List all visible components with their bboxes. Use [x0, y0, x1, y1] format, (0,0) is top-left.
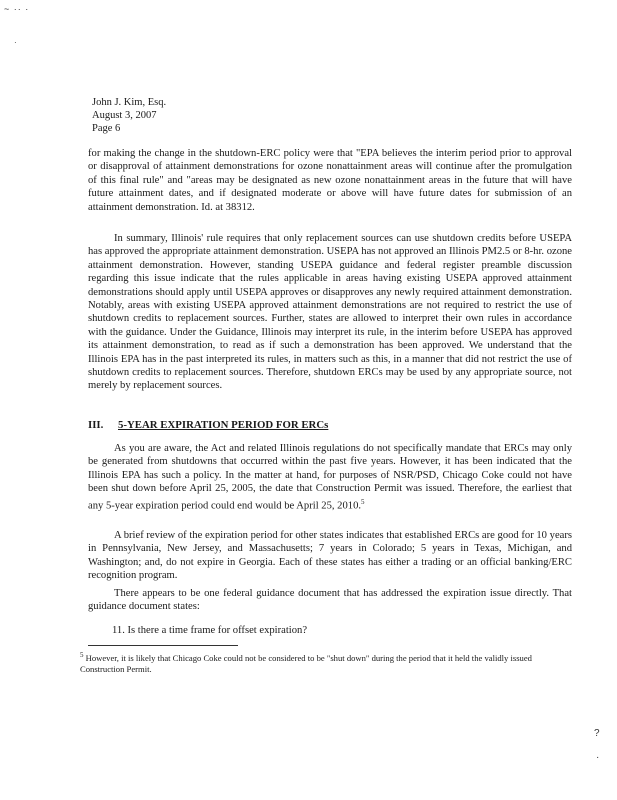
footnote-reference: 5 [361, 497, 365, 506]
paragraph-expiration [88, 442, 572, 513]
paragraph-expiration-text: As you are aware, the Act and related Illinois regulations do not specifically mandate that ERCs may only be generated from shutdowns that occurred within the past five years. However, it has been indicated that the Illinois EPA has such a policy. In the matter at hand, for purposes of NSR/PSD, Chicago Coke could not have been shut down before April 25, 2005, the date that Construction Permit was issued. Therefore, the earliest that any 5-year expiration period could end would be April 25, 2010. [88, 443, 572, 512]
paragraph-other-states: A brief review of the expiration period for other states indicates that established ERCs are good for 10 years in Pennsylvania, New Jersey, and Massachusetts; 7 years in Colorado; 5 years in Texas, Michigan, and Washington; and, do not expire in Georgia. Each of these states has either a trading or an official banking/ERC recognition program. [88, 530, 572, 582]
footnote-divider [88, 645, 238, 646]
letter-header [92, 96, 166, 135]
recipient-name: John J. Kim, Esq. [92, 97, 167, 108]
guidance-question: 11. Is there a time frame for offset expiration? [112, 625, 308, 636]
section-title: 5-YEAR EXPIRATION PERIOD FOR ERCs [118, 419, 329, 431]
page-number: Page 6 [92, 123, 121, 134]
section-number: III. [88, 419, 104, 431]
scan-mark-right-1: ? [594, 728, 600, 739]
paragraph-federal-guidance: There appears to be one federal guidance document that has addressed the expiration issue directly. That guidance document states: [88, 588, 572, 613]
scan-mark-top-left: ~ ·· · [4, 4, 30, 14]
paragraph-summary: In summary, Illinois' rule requires that only replacement sources can use shutdown credits before USEPA has approved the appropriate attainment demonstration. USEPA has not approved an Illinois PM2.5 or 8-hr. ozone attainment demonstration. However, standing USEPA guidance and federal register preamble discussion regarding this issue indicate that the rules applicable in areas having existing USEPA approved attainment demonstrations should apply until USEPA approves or disapproves any newly required attainment demonstration. Notably, areas with existing USEPA approved attainment demonstrations are not required to restrict the use of shutdown credits to replacement sources. Further, states are allowed to interpret their own rules in accordance with the guidance. Under the Guidance, Illinois may interpret its rule, in the interim before USEPA has approved its attainment demonstration, to read as if such a demonstration has been approved. We understand that the Illinois EPA has in the past interpreted its rules, in matters such as this, in a manner that did not restrict the use of shutdown credits to replacement sources. Therefore, shutdown ERCs may be used by any appropriate source, not merely by replacement sources. [88, 233, 572, 392]
letter-date: August 3, 2007 [92, 110, 157, 121]
footnote-text: However, it is likely that Chicago Coke could not be considered to be "shut down" during the period that it held the validly issued Construction Permit. [80, 652, 532, 675]
paragraph-continuation: for making the change in the shutdown-ERC policy were that "EPA believes the interim period prior to approval or disapproval of attainment demonstrations for ozone nonattainment areas will continue after the promulgation of this final rule" and "areas may be designated as new ozone nonattainment areas in the future that will have future attainment dates, and if designated moderate or above will have future dates for submission of an attainment demonstration. Id. at 38312. [88, 148, 572, 213]
scan-mark-left: · [14, 38, 17, 47]
scan-mark-right-2: · [596, 752, 600, 763]
footnote-number: 5 [80, 651, 84, 659]
section-heading [88, 419, 328, 431]
footnote [80, 650, 574, 676]
